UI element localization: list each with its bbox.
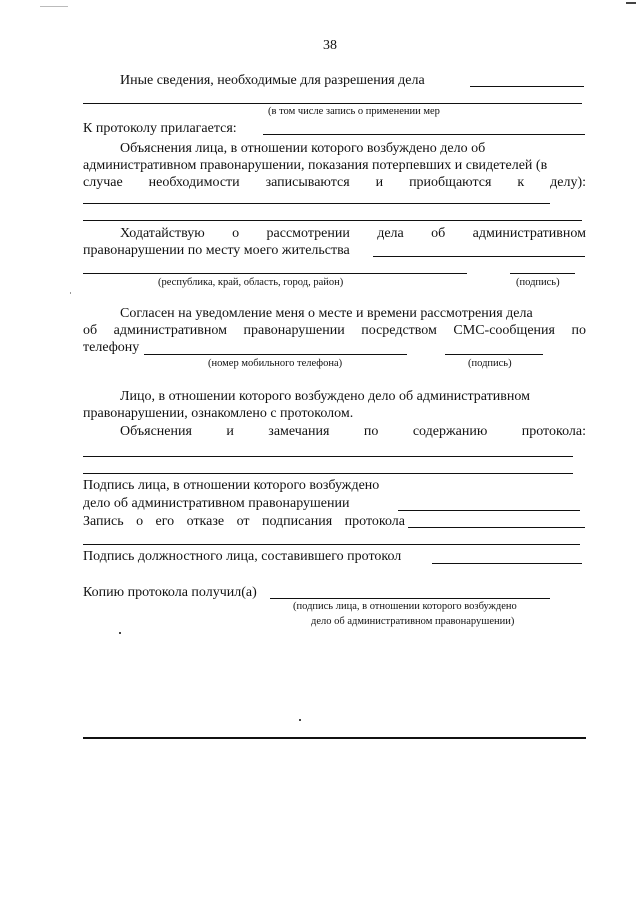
bottom-rule [83,737,586,739]
other-info-input-line[interactable] [470,86,584,87]
sms-signature-input-line[interactable] [445,354,543,355]
petition-line-1: Ходатайствую о рассмотрении дела об административном [120,226,586,241]
person-signature-line-2: дело об административном правонарушении [83,496,350,511]
petition-signature-input-line[interactable] [510,273,575,274]
sms-consent-line-2: об административном правонарушении посредством СМС-сообщения по [83,323,586,338]
attachment-label: К протоколу прилагается: [83,121,237,136]
sms-consent-line-1: Согласен на уведомление меня о месте и времени рассмотрения дела [120,306,533,321]
signatures-divider-line [83,544,580,545]
official-signature-label: Подпись должностного лица, составившего протокол [83,549,402,564]
other-info-input-line-2[interactable] [83,103,582,104]
petition-location-input-line[interactable] [83,273,467,274]
petition-line-2: правонарушении по месту моего жительства [83,243,350,258]
scan-dot-2 [299,719,301,721]
explanations-input-line-1[interactable] [83,203,550,204]
refusal-input-line[interactable] [408,527,585,528]
sms-signature-hint: (подпись) [468,358,512,369]
sms-phone-input-line[interactable] [144,354,407,355]
familiarization-line-2: правонарушении, ознакомлено с протоколом. [83,406,354,421]
petition-residence-input-line[interactable] [373,256,585,257]
remarks-input-line-2[interactable] [83,473,573,474]
copy-received-hint-2: дело об административном правонарушении) [311,616,515,627]
other-info-label: Иные сведения, необходимые для разрешения дела [120,73,425,88]
copy-received-input-line[interactable] [270,598,550,599]
scan-mark-top-right [626,2,636,4]
refusal-label: Запись о его отказе от подписания протокола [83,514,405,529]
petition-signature-hint: (подпись) [516,277,560,288]
page-number: 38 [323,38,337,53]
explanations-line-1: Объяснения лица, в отношении которого возбуждено дело об [120,141,486,156]
familiarization-line-1: Лицо, в отношении которого возбуждено дело об административном [120,389,530,404]
explanations-line-3: случае необходимости записываются и приобщаются к делу): [83,175,586,190]
copy-received-label: Копию протокола получил(а) [83,585,257,600]
explanations-input-line-2[interactable] [83,220,582,221]
attachment-input-line[interactable] [263,134,585,135]
sms-phone-hint: (номер мобильного телефона) [208,358,343,369]
remarks-input-line-1[interactable] [83,456,573,457]
explanations-line-2: административном правонарушении, показания потерпевших и свидетелей (в [83,158,548,173]
scan-dot-1 [119,632,121,634]
copy-received-hint-1: (подпись лица, в отношении которого возбуждено [293,601,517,612]
official-signature-input-line[interactable] [432,563,582,564]
familiarization-line-3: Объяснения и замечания по содержанию протокола: [120,424,586,439]
petition-location-hint: (республика, край, область, город, район) [158,277,344,288]
scan-dot-3 [70,292,71,294]
person-signature-input-line[interactable] [398,510,580,511]
other-info-hint: (в том числе запись о применении мер [268,106,440,117]
scan-mark-top-left [40,6,68,7]
person-signature-line-1: Подпись лица, в отношении которого возбуждено [83,478,380,493]
sms-consent-line-3: телефону [83,340,140,355]
